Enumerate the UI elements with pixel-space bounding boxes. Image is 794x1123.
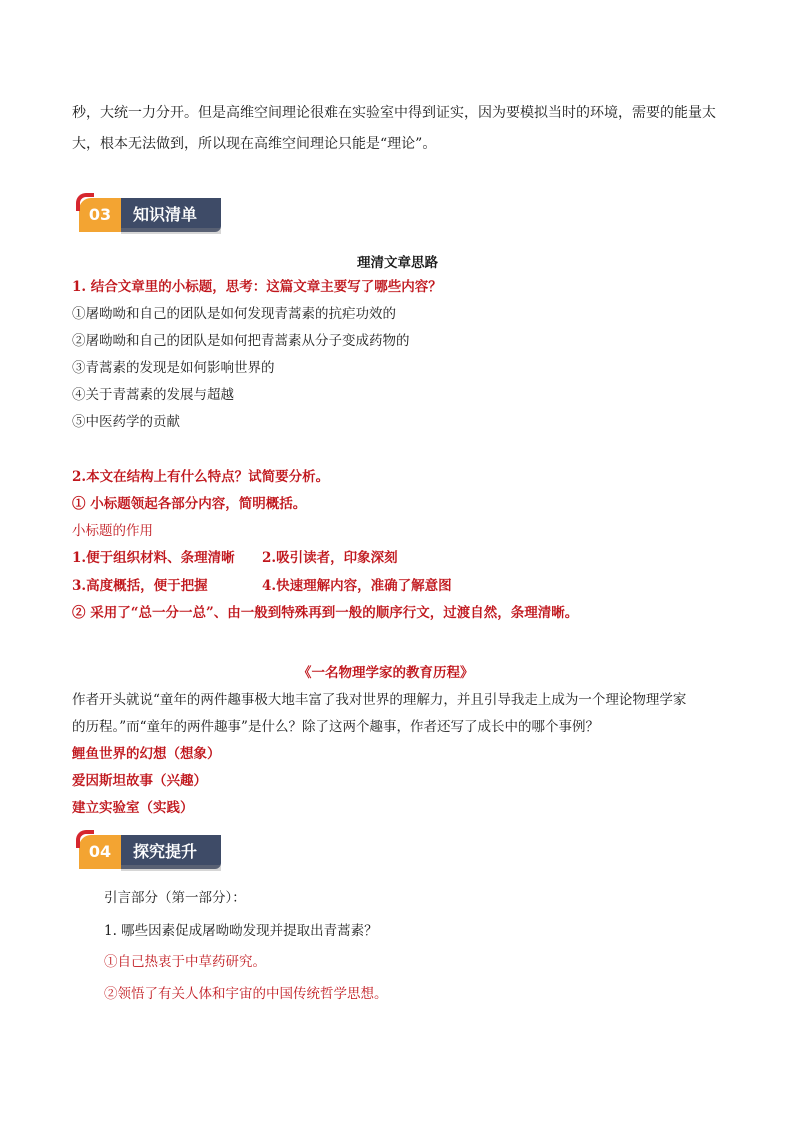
intro-line-2: 大，根本无法做到，所以现在高维空间理论只能是“理论”。 <box>72 136 437 152</box>
section-number: 03 <box>79 198 121 232</box>
list-item: ③青蒿素的发现是如何影响世界的 <box>72 360 275 376</box>
article-question-line-2: 的历程。”而“童年的两件趣事”是什么？除了这两个趣事，作者还写了成长中的哪个事例？ <box>72 719 599 735</box>
list-item: ②屠呦呦和自己的团队是如何把青蒿素从分子变成药物的 <box>72 333 410 349</box>
article-answer: 鲤鱼世界的幻想（想象） <box>72 746 221 762</box>
intro-line-1: 秒，大统一力分开。但是高维空间理论很难在实验室中得到证实，因为要模拟当时的环境，需要的能量太 <box>72 105 716 121</box>
function-item: 3.高度概括，便于把握 <box>72 578 208 594</box>
question-1: 1. 结合文章里的小标题，思考：这篇文章主要写了哪些内容？ <box>72 279 442 295</box>
banner-shadow <box>121 228 221 234</box>
answer-1: ① 小标题领起各部分内容，简明概括。 <box>72 496 307 512</box>
section-number: 04 <box>79 835 121 869</box>
function-item: 2.吸引读者，印象深刻 <box>262 550 398 566</box>
section-subtitle: 理清文章思路 <box>357 255 438 271</box>
section-title: 知识清单 <box>121 198 221 232</box>
list-item: ⑤中医药学的贡献 <box>72 414 180 430</box>
article-question-line-1: 作者开头就说“童年的两件趣事极大地丰富了我对世界的理解力，并且引导我走上成为一个理论物理学家 <box>72 692 687 708</box>
part-heading: 引言部分（第一部分）： <box>104 890 246 906</box>
banner-shadow <box>121 865 221 871</box>
article-answer: 爱因斯坦故事（兴趣） <box>72 773 207 789</box>
question: 1. 哪些因素促成屠呦呦发现并提取出青蒿素？ <box>104 923 378 939</box>
article-title: 《一名物理学家的教育历程》 <box>298 665 474 681</box>
section-title: 探究提升 <box>121 835 221 869</box>
answer-item: ②领悟了有关人体和宇宙的中国传统哲学思想。 <box>104 986 388 1002</box>
function-item: 4.快速理解内容，准确了解意图 <box>262 578 452 594</box>
answer-subheading: 小标题的作用 <box>72 523 153 539</box>
list-item: ①屠呦呦和自己的团队是如何发现青蒿素的抗疟功效的 <box>72 306 396 322</box>
answer-item: ①自己热衷于中草药研究。 <box>104 954 266 970</box>
function-item: 1.便于组织材料、条理清晰 <box>72 550 235 566</box>
list-item: ④关于青蒿素的发展与超越 <box>72 387 234 403</box>
article-answer: 建立实验室（实践） <box>72 800 194 816</box>
question-2: 2.本文在结构上有什么特点？试简要分析。 <box>72 469 330 485</box>
answer-2: ② 采用了“总一分一总”、由一般到特殊再到一般的顺序行文，过渡自然，条理清晰。 <box>72 605 579 621</box>
